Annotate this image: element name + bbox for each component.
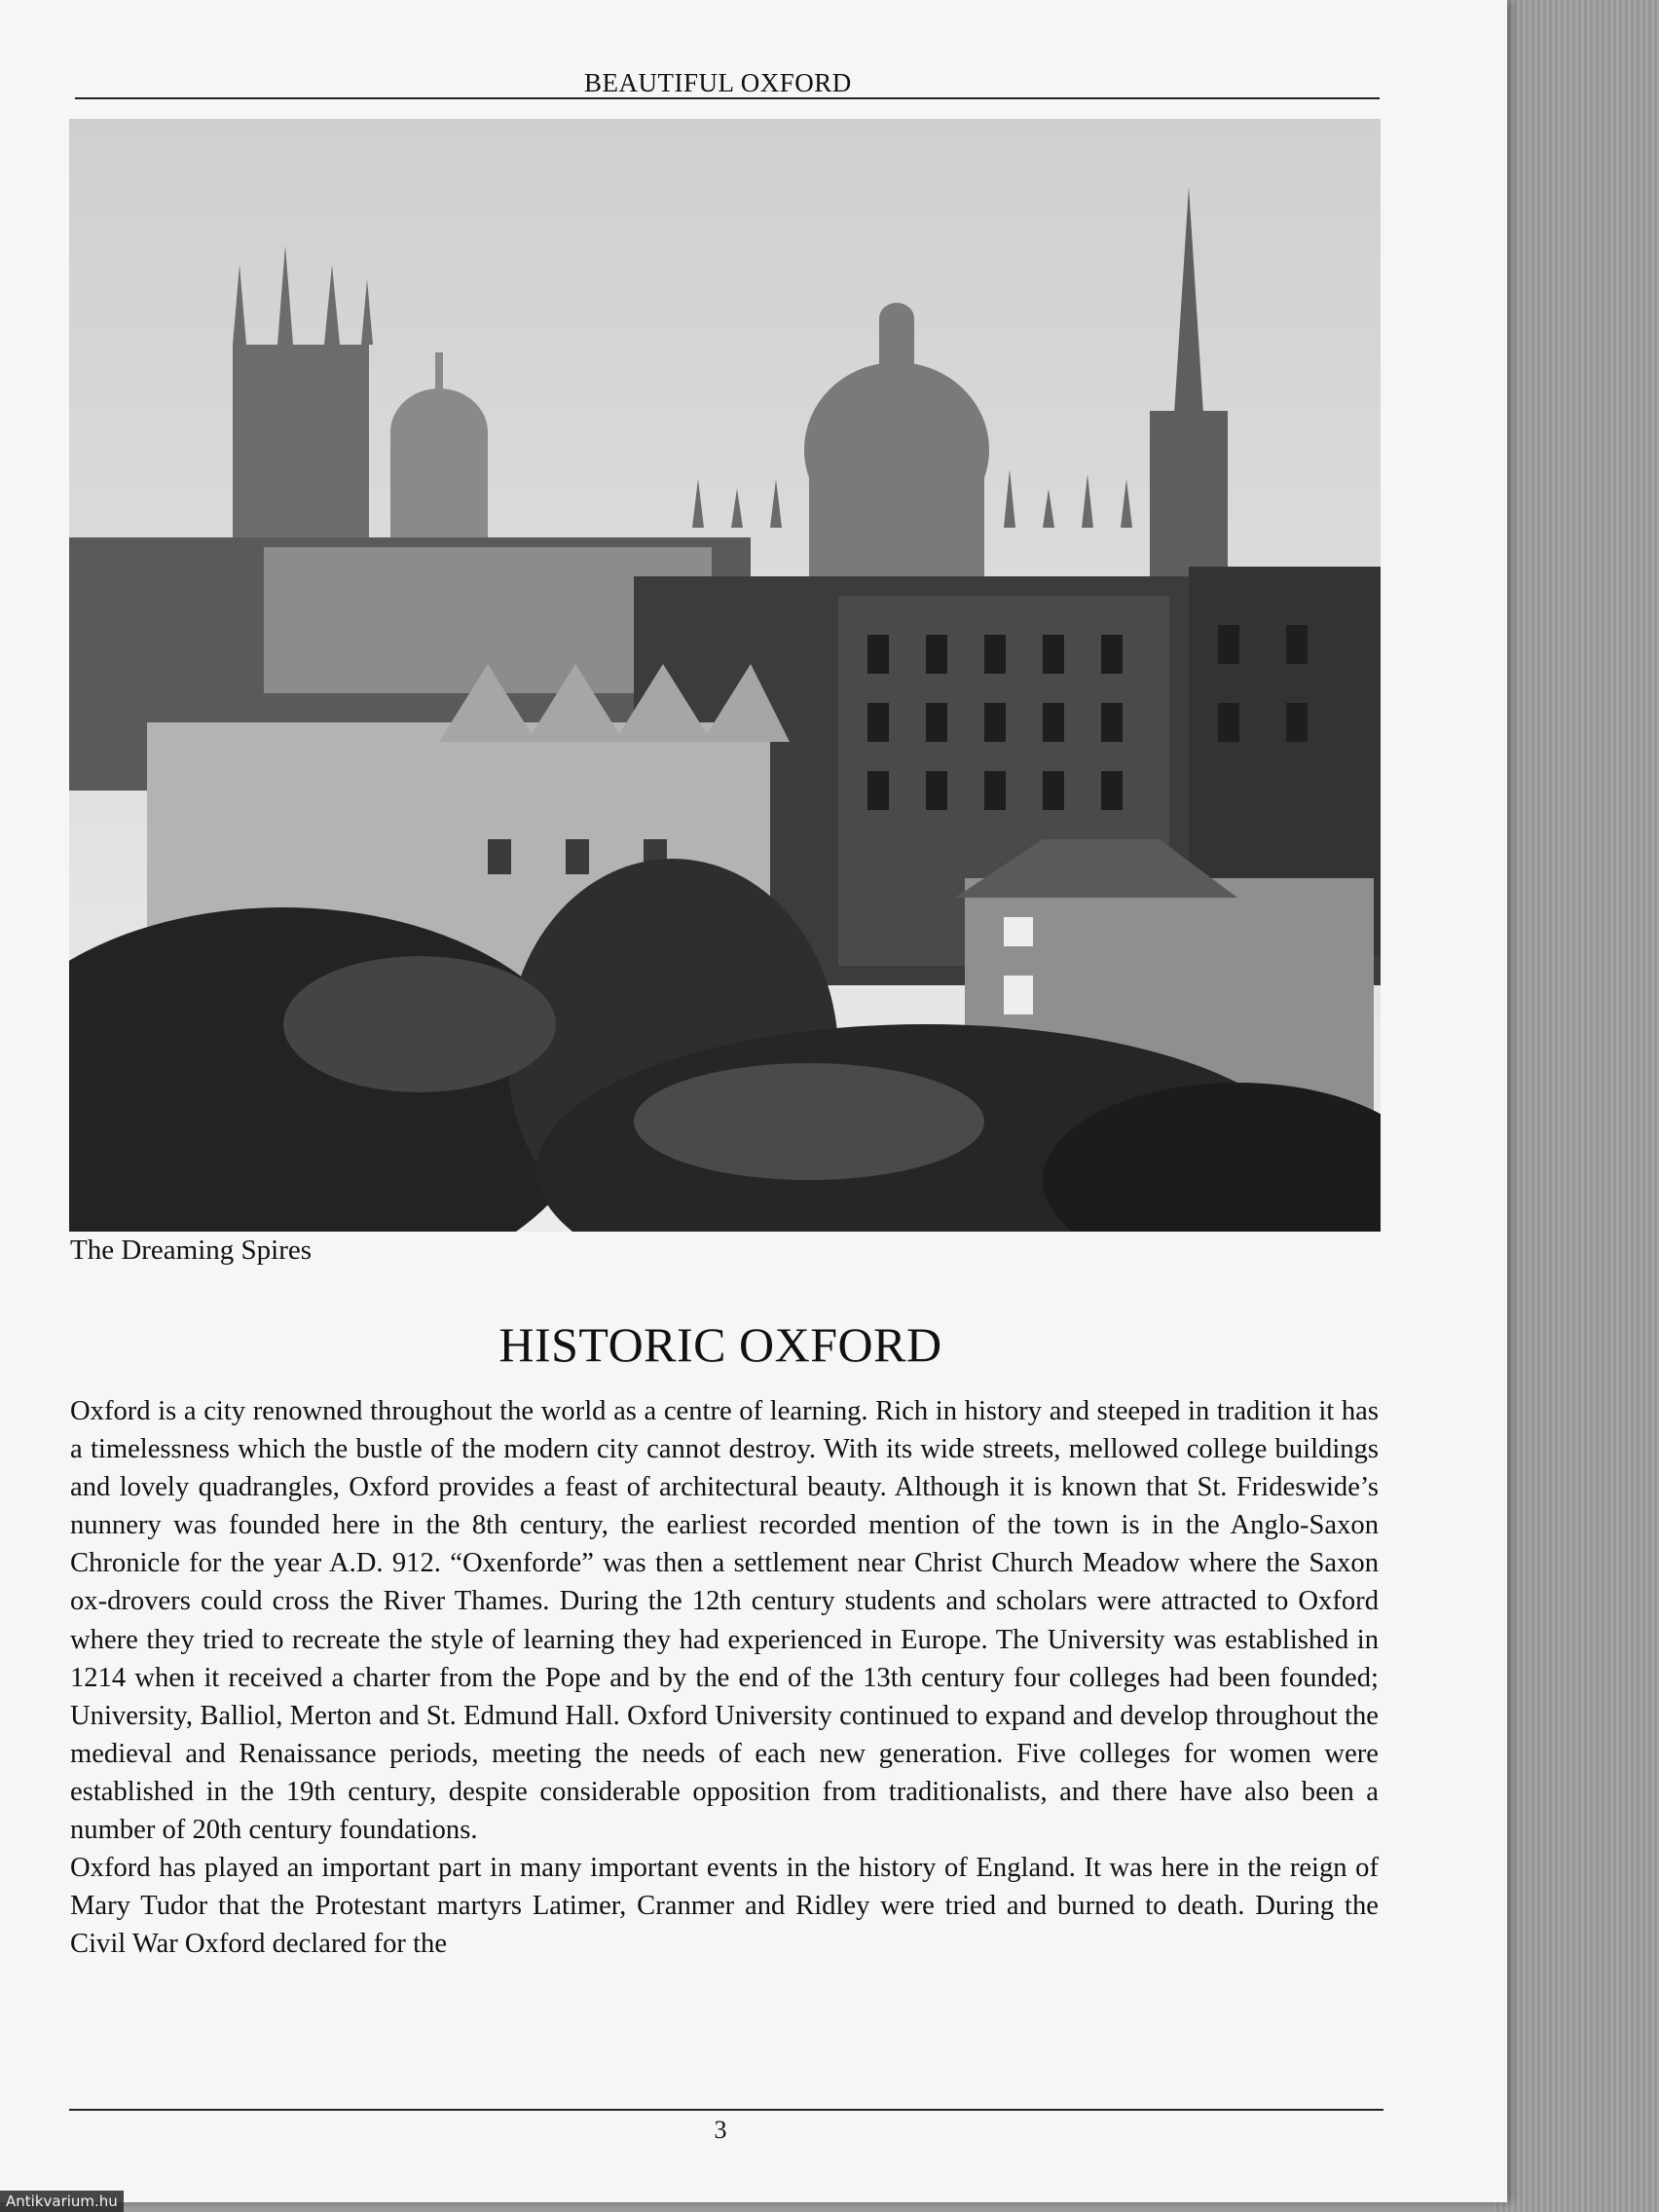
dreaming-spires-photo [69,119,1381,1232]
body-text [70,1392,1379,1963]
photo-caption: The Dreaming Spires [70,1235,313,1266]
watermark: Antikvarium.hu [0,2191,124,2212]
scanner-backdrop [1493,0,1659,2212]
running-head: BEAUTIFUL OXFORD [584,68,852,97]
header-rule [75,97,1380,99]
paragraph: Oxford has played an important part in many important events in the history of England. It was here in the reign of Mary Tudor that the Protestant martyrs Latimer, Cranmer and Ridley were tried and burned to death. During the Civil War Oxford declared for the [70,1853,1379,1960]
section-title: HISTORIC OXFORD [498,1317,942,1372]
oxford-skyline-illustration [69,119,1381,1232]
footer-rule [69,2109,1383,2111]
page-number: 3 [714,2116,727,2144]
paragraph: Oxford is a city renowned throughout the world as a centre of learning. Rich in history and steeped in tradition it has a timelessness which the bustle of the modern city cannot destroy. With its wide streets, mellowed college buildings and lovely quadrangles, Oxford provides a feast of architectural beauty. Although it is known that St. Frideswide’s nunnery was founded here in the 8th century, the earliest recorded mention of the town is in the Anglo-Saxon Chronicle for the year A.D. 912. “Oxenforde” was then a settlement near Christ Church Meadow where the Saxon ox-drovers could cross the River Thames. During the 12th century students and scholars were attracted to Oxford where they tried to recreate the style of learning they had experienced in Europe. The University was established in 1214 when it received a charter from the Pope and by the end of the 13th century four colleges had been founded; University, Balliol, Merton and St. Edmund Hall. Oxford University continued to expand and develop throughout the medieval and Renaissance periods, meeting the needs of each new generation. Five colleges for women were established in the 19th century, despite considerable opposition from traditionalists, and there have also been a number of 20th century foundations. [70,1396,1379,1846]
